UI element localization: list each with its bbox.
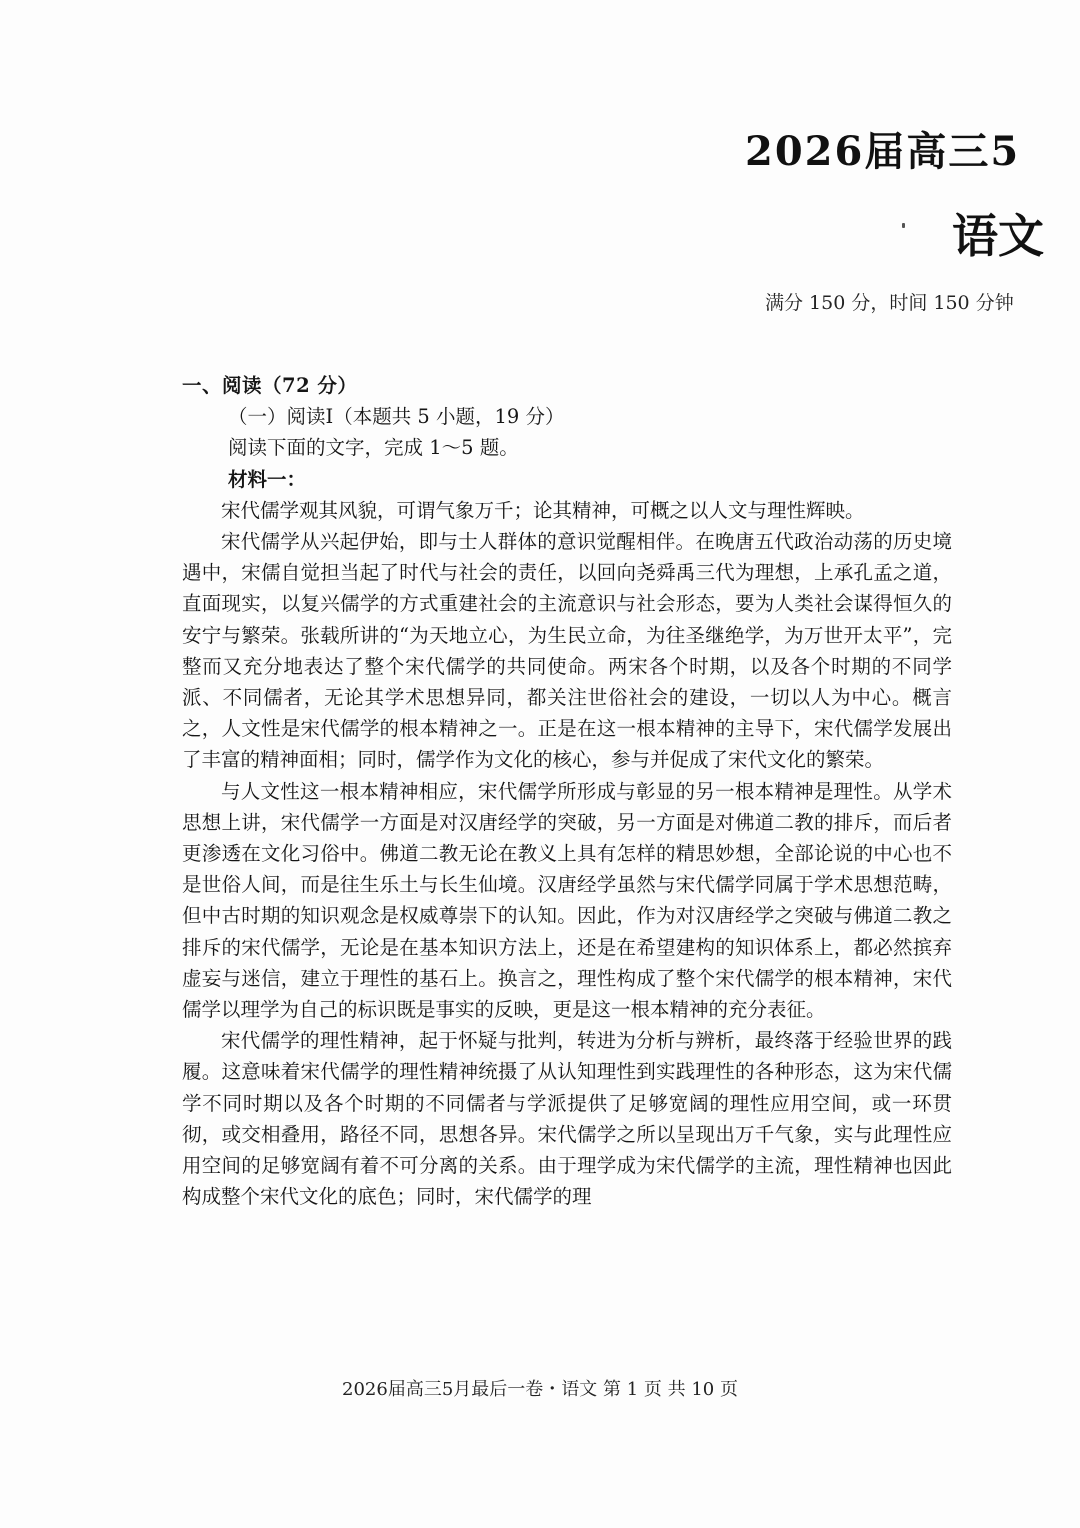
material-label: 材料一： <box>228 467 307 491</box>
subject-title: 语文 <box>952 209 1044 263</box>
passage-paragraph-4: 宋代儒学的理性精神，起于怀疑与批判，转进为分析与辨析，最终落于经验世界的践履。这意味着宋代儒学的理性精神统摄了从认知理性到实践理性的各种形态，这为宋代儒学不同时期以及各个时期的不同儒者与学派提供了足够宽阔的理性应用空间，或一环贯彻，或交相叠用，路径不同，思想各异。宋代儒学之所以呈现出万千气象，实与此理性应用空间的足够宽阔有着不可分离的关系。由于理学成为宋代儒学的主流，理性精神也因此构成整个宋代文化的底色；同时，宋代儒学的理 <box>182 1029 952 1209</box>
passage-paragraph-3: 与人文性这一根本精神相应，宋代儒学所形成与彰显的另一根本精神是理性。从学术思想上讲，宋代儒学一方面是对汉唐经学的突破，另一方面是对佛道二教的排斥，而后者更渗透在文化习俗中。佛道二教无论在教义上具有怎样的精思妙想，全部论说的中心也不是世俗人间，而是往生乐土与长生仙境。汉唐经学虽然与宋代儒学同属于学术思想范畴，但中古时期的知识观念是权威尊崇下的认知。因此，作为对汉唐经学之突破与佛道二教之排斥的宋代儒学，无论是在基本知识方法上，还是在希望建构的知识体系上，都必然摈弃虚妄与迷信，建立于理性的基石上。换言之，理性构成了整个宋代儒学的根本精神，宋代儒学以理学为自己的标识既是事实的反映，更是这一根本精神的充分表征。 <box>182 779 952 1022</box>
exam-title: 2026届高三5 <box>745 128 1021 175</box>
scan-speck <box>902 223 905 228</box>
exam-content <box>182 370 952 1212</box>
passage-paragraph-1: 宋代儒学观其风貌，可谓气象万千；论其精神，可概之以人文与理性辉映。 <box>221 498 865 522</box>
subsection-heading: （一）阅读Ⅰ（本题共 5 小题，19 分） <box>228 405 565 429</box>
page-footer: 2026届高三5月最后一卷・语文 第 1 页 共 10 页 <box>342 1379 738 1400</box>
instruction-text: 阅读下面的文字，完成 1～5 题。 <box>228 436 519 460</box>
section-heading: 一、阅读（72 分） <box>182 374 358 397</box>
score-time-info: 满分 150 分，时间 150 分钟 <box>765 292 1014 314</box>
passage-paragraph-2: 宋代儒学从兴起伊始，即与士人群体的意识觉醒相伴。在晚唐五代政治动荡的历史境遇中，宋儒自觉担当起了时代与社会的责任，以回向尧舜禹三代为理想，上承孔孟之道，直面现实，以复兴儒学的方式重建社会的主流意识与社会形态，要为人类社会谋得恒久的安宁与繁荣。张载所讲的“为天地立心，为生民立命，为往圣继绝学，为万世开太平”，完整而又充分地表达了整个宋代儒学的共同使命。两宋各个时期，以及各个时期的不同学派、不同儒者，无论其学术思想异同，都关注世俗社会的建设，一切以人为中心。概言之，人文性是宋代儒学的根本精神之一。正是在这一根本精神的主导下，宋代儒学发展出了丰富的精神面相；同时，儒学作为文化的核心，参与并促成了宋代文化的繁荣。 <box>182 530 952 772</box>
